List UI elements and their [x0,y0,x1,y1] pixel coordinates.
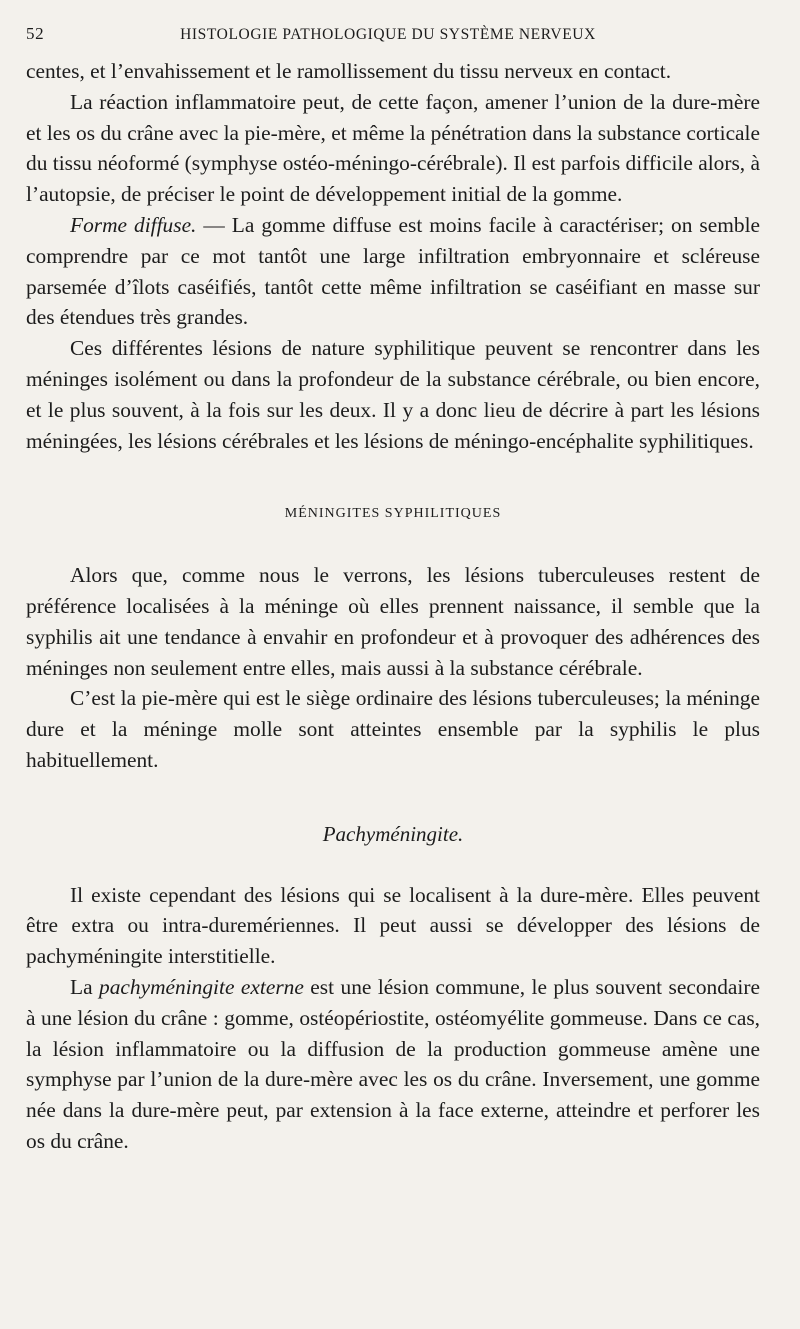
paragraph: La réaction inflammatoire peut, de cette façon, amener l’union de la dure-mère et les os du crâne avec la pie-mère, et même la pénétration dans la substance corticale du tissu néoformé (symphyse ostéo-méningo-cérébrale). Il est parfois difficile alors, à l’autopsie, de préciser le point de développement initial de la gomme. [26,89,760,207]
paragraph-continuation: centes, et l’envahissement et le ramollissement du tissu nerveux en contact. [26,59,672,83]
page-header [26,24,760,56]
subsection-title: Pachyméningite. [322,821,464,846]
paragraph: Alors que, comme nous le verrons, les lésions tuberculeuses restent de préférence localisées à la méninge où elles prennent naissance, il semble que la syphilis ait une tendance à envahir en profondeur et à provoquer des adhérences des méninges non seulement entre elles, mais aussi à la substance cérébrale. [26,563,760,680]
paragraph: Ces différentes lésions de nature syphilitique peuvent se rencontrer dans les méninges isolément ou dans la profondeur de la substance cérébrale, ou bien encore, et le plus souvent, à la fois sur les deux. Il y a donc lieu de décrire à part les lésions méningées, les lésions cérébrales et les lésions de méningo-encéphalite syphilitiques. [26,336,760,453]
paragraph: Il existe cependant des lésions qui se localisent à la dure-mère. Elles peuvent être extra ou intra-duremériennes. Il peut aussi se développer des lésions de pachyméningite interstitielle. [26,882,760,969]
p2-rest: est une lésion commune, le plus souvent secondaire à une lésion du crâne : gomme, ostéopériostite, ostéomyélite gommeuse. Dans ce cas, la lésion inflammatoire ou la diffusion de la production gommeuse amène une symphyse par l’union de la dure-mère avec les os du crâne. Inversement, une gomme née dans la dure-mère peut, par extension à la face externe, atteindre et perforer les os du crâne. [26,974,760,1153]
page-number: 52 [26,24,45,43]
paragraph-pachymeningite-externe [26,972,760,1157]
pachymeningite-externe-term: pachyméningite externe [99,974,304,999]
paragraph-forme-diffuse [26,210,760,333]
running-title: HISTOLOGIE PATHOLOGIQUE DU SYSTÈME NERVEUX [180,26,596,43]
forme-diffuse-label: Forme diffuse. [70,212,197,237]
p2-prefix: La [70,974,100,999]
paragraph: C’est la pie-mère qui est le siège ordinaire des lésions tuberculeuses; la méninge dure et la méninge molle sont atteintes ensemble par la syphilis le plus habituellement. [26,686,760,772]
forme-diffuse-text: — La gomme diffuse est moins facile à caractériser; on semble comprendre par ce mot tantôt une large infiltration embryonnaire et scléreuse parsemée d’îlots caséifiés, tantôt cette même infiltration se caséifiant en masse sur des étendues très grandes. [26,212,761,330]
section-title: MÉNINGITES SYPHILITIQUES [284,506,502,522]
body-text [26,56,760,1157]
